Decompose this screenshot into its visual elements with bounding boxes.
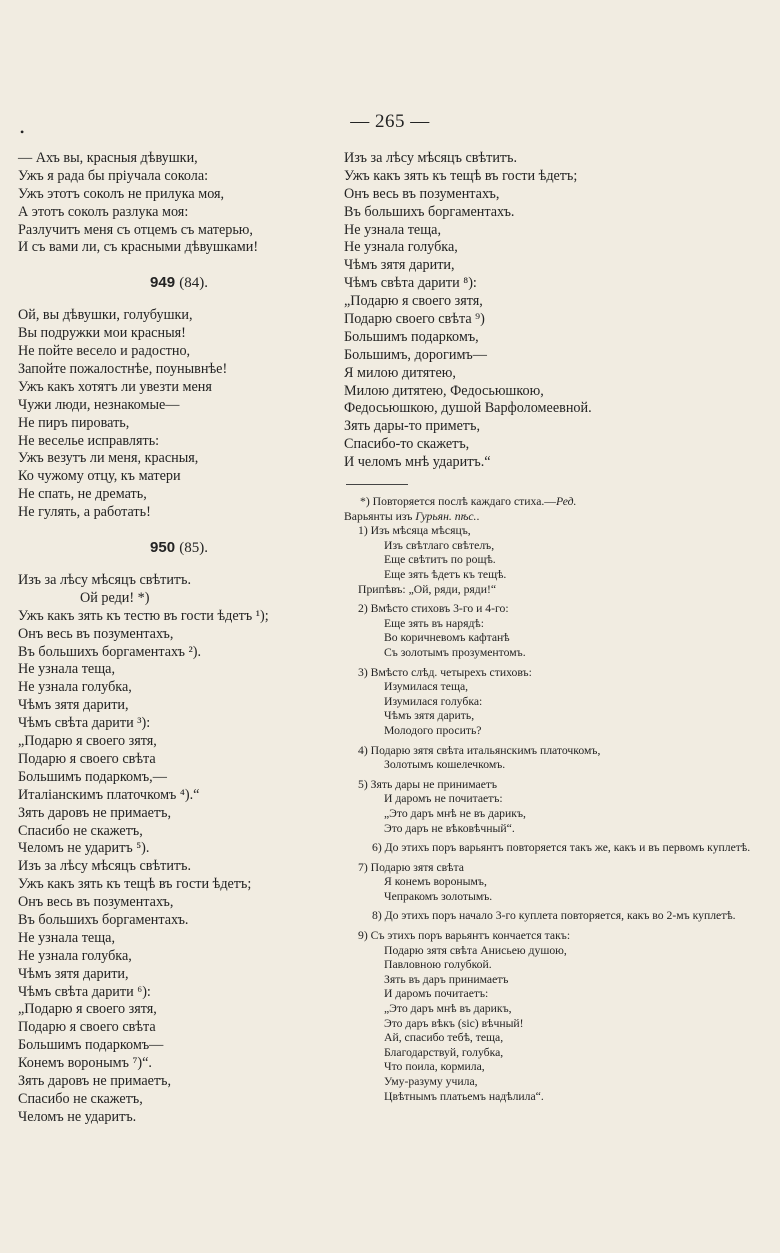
- verse-line: Изъ за лѣсу мѣсяцъ свѣтитъ.: [18, 858, 192, 875]
- verse-line: Зять даровъ не примаетъ,: [18, 1072, 172, 1089]
- verse-line: Не узнала голубка,: [344, 239, 458, 256]
- footnote-divider: [346, 484, 408, 485]
- footnote-line: Чѣмъ зятя дарить,: [384, 709, 475, 723]
- verse-line: Не пойте весело и радостно,: [18, 343, 191, 360]
- song-949-text: [18, 307, 340, 522]
- song-950-text: [18, 572, 340, 1127]
- verse-line: Ужъ какъ зять къ тещѣ въ гости ѣдетъ;: [344, 167, 578, 184]
- verse-line: Подарю я своего свѣта: [18, 1019, 156, 1036]
- verse-line: Зять даровъ не примаетъ,: [18, 804, 172, 821]
- verse-line: Чѣмъ зятя дарити,: [18, 697, 129, 714]
- verse-line: „Подарю я своего зятя,: [18, 733, 157, 750]
- verse-line: Челомъ не ударитъ ⁵).: [18, 840, 150, 857]
- footnote-line: Что поила, кормила,: [384, 1060, 485, 1074]
- footnote-line: Еще свѣтитъ по рощѣ.: [384, 553, 496, 567]
- verse-line: А этотъ соколъ разлука моя:: [18, 203, 189, 220]
- song-number: 950: [150, 539, 176, 557]
- left-column: [18, 150, 340, 1127]
- verse-line: Не узнала голубка,: [18, 679, 132, 696]
- verse-line: Чѣмъ свѣта дарити ³):: [18, 715, 151, 732]
- verse-line: Зять дары-то приметъ,: [344, 418, 481, 435]
- verse-line: Милою дитятею, Федосьюшкою,: [344, 382, 544, 399]
- verse-line: Изъ за лѣсу мѣсяцъ свѣтитъ.: [18, 572, 192, 589]
- verse-line: Спасибо не скажетъ,: [18, 822, 143, 839]
- footnote-line: „Это даръ мнѣ не въ дарикъ,: [384, 806, 526, 820]
- footnote-line: Я конемъ воронымъ,: [384, 875, 487, 889]
- stray-mark: •: [20, 125, 25, 139]
- song-number: 949: [150, 274, 176, 292]
- verse-line: Не узнала голубка,: [18, 947, 132, 964]
- verse-line: „Подарю я своего зятя,: [18, 1001, 157, 1018]
- footnote-line: Еще зять ѣдетъ къ тещѣ.: [384, 568, 507, 581]
- footnote-line: Благодарствуй, голубка,: [384, 1045, 504, 1059]
- verse-line: Большимъ подаркомъ—: [18, 1037, 164, 1054]
- footnote-line: „Это даръ мнѣ въ дарикъ,: [384, 1002, 512, 1016]
- verse-line: Италіанскимъ платочкомъ ⁴).“: [18, 786, 200, 803]
- verse-line: И съ вами ли, съ красными дѣвушками!: [18, 239, 259, 256]
- verse-line: Подарю я своего свѣта: [18, 750, 156, 767]
- right-column: [344, 150, 774, 1104]
- footnote-line: Это даръ не вѣковѣчный“.: [384, 821, 515, 835]
- verse-line: Ой, вы дѣвушки, голубушки,: [18, 307, 193, 324]
- footnote-8: 8) До этихъ поръ начало 3-го куплета повторяется, какъ во 2-мъ куплетѣ.: [372, 909, 736, 923]
- footnote-line: И даромъ почитаетъ:: [384, 987, 489, 1001]
- footnote-star: *) Повторяется послѣ каждаго стиха.—Ред.: [360, 495, 577, 509]
- verse-line: Большимъ, дорогимъ—: [344, 346, 487, 363]
- footnote-refrain: Припѣвъ: „Ой, ряди, ряди!“: [358, 582, 497, 596]
- verse-line: Ужъ везутъ ли меня, красныя,: [18, 450, 199, 467]
- verse-line: Ко чужому отцу, къ матери: [18, 468, 181, 485]
- verse-line: Ужъ какъ хотятъ ли увезти меня: [18, 378, 212, 395]
- footnote-7: 7) Подарю зятя свѣта: [358, 860, 464, 874]
- footnote-line: И даромъ не почитаетъ:: [384, 792, 503, 806]
- verse-line: Въ большихъ боргаментахъ.: [344, 203, 515, 220]
- footnote-9: 9) Съ этихъ поръ варьянтъ кончается такъ:: [358, 929, 571, 943]
- footnote-line: Подарю зятя свѣта Анисьею душою,: [384, 943, 567, 957]
- footnote-line: Цвѣтнымъ платьемъ надѣлила“.: [384, 1089, 544, 1103]
- song-950-continuation: [344, 150, 774, 472]
- footnote-6: 6) До этихъ поръ варьянтъ повторяется такъ же, какъ и въ первомъ куплетѣ.: [372, 841, 751, 855]
- verse-line: Онъ весь въ позументахъ,: [18, 894, 174, 911]
- verse-line: Онъ весь въ позументахъ,: [18, 625, 174, 642]
- verse-line: Спасибо не скажетъ,: [18, 1090, 143, 1107]
- verse-line: Ужъ этотъ соколъ не прилука моя,: [18, 185, 225, 202]
- verse-line: Изъ за лѣсу мѣсяцъ свѣтитъ.: [344, 150, 518, 166]
- verse-line: Не гулять, а работать!: [18, 504, 151, 521]
- verse-line: Чѣмъ зятя дарити,: [18, 965, 129, 982]
- song-subnumber: (85).: [179, 540, 208, 557]
- song-heading-950: [18, 538, 340, 558]
- footnote-line: Во коричневомъ кафтанѣ: [384, 631, 510, 645]
- footnote-line: Золотымъ кошелечкомъ.: [384, 758, 506, 772]
- footnote-line: Изумилася теща,: [384, 680, 469, 694]
- verse-line: Большимъ подаркомъ,: [344, 328, 479, 345]
- footnote-line: Павловною голубкой.: [384, 958, 492, 972]
- verse-line: Челомъ не ударитъ.: [18, 1108, 137, 1125]
- song-subnumber: (84).: [179, 275, 208, 292]
- footnote-line: Зять въ даръ принимаетъ: [384, 972, 509, 986]
- footnote-2: 2) Вмѣсто стиховъ 3-го и 4-го:: [358, 602, 509, 616]
- footnote-4: 4) Подарю зятя свѣта итальянскимъ платочкомъ,: [358, 743, 601, 757]
- footnote-line: Это даръ вѣкъ (sic) вѣчный!: [384, 1016, 524, 1030]
- footnote-line: Молодого просить?: [384, 723, 482, 737]
- verse-line: Не веселье исправлять:: [18, 432, 160, 449]
- verse-line: Я милою дитятею,: [344, 364, 456, 381]
- verse-line: Ужъ я рада бы пріучала сокола:: [18, 167, 209, 184]
- verse-line: Не узнала теща,: [18, 661, 115, 678]
- footnote-line: Еще зять въ нарядѣ:: [384, 616, 484, 630]
- verse-line: Не пиръ пировать,: [18, 414, 130, 431]
- verse-line: Не узнала теща,: [344, 221, 441, 238]
- footnote-variants-intro: Варьянты изъ Гурьян. пѣс..: [344, 509, 480, 523]
- page-number: — 265 —: [350, 111, 430, 132]
- refrain-line: Ой реди! *): [80, 589, 150, 606]
- verse-line: Подарю своего свѣта ⁹): [344, 311, 485, 328]
- footnote-line: Чепракомъ золотымъ.: [384, 889, 493, 903]
- verse-line: Не узнала теща,: [18, 929, 115, 946]
- verse-line: Чужи люди, незнакомые—: [18, 396, 180, 413]
- verse-line: Запойте пожалостнѣе, поунывнѣе!: [18, 361, 228, 378]
- footnote-3: 3) Вмѣсто слѣд. четырехъ стиховъ:: [358, 665, 532, 679]
- footnote-5: 5) Зять дары не принимаетъ: [358, 777, 498, 791]
- verse-line: Разлучитъ меня съ отцемъ съ матерью,: [18, 221, 253, 238]
- footnote-line: Изумилася голубка:: [384, 694, 483, 708]
- verse-line: Чѣмъ свѣта дарити ⁸):: [344, 275, 477, 292]
- footnote-1: 1) Изъ мѣсяца мѣсяцъ,: [358, 524, 471, 538]
- footnote-line: Уму-разуму учила,: [384, 1075, 478, 1088]
- verse-line: „Подарю я своего зятя,: [344, 293, 483, 310]
- verse-line: Конемъ воронымъ ⁷)“.: [18, 1055, 152, 1072]
- song-heading-949: [18, 273, 340, 293]
- intro-stanza: [18, 150, 340, 257]
- verse-line: Федосьюшкою, душой Варфоломеевной.: [344, 400, 592, 417]
- footnote-line: Съ золотымъ прозументомъ.: [384, 645, 526, 659]
- verse-line: Большимъ подаркомъ,—: [18, 768, 167, 785]
- verse-line: Онъ весь въ позументахъ,: [344, 185, 500, 202]
- verse-line: Спасибо-то скажетъ,: [344, 436, 470, 453]
- footnote-line: Ай, спасибо тебѣ, теща,: [384, 1031, 504, 1045]
- verse-line: — Ахъ вы, красныя дѣвушки,: [18, 150, 198, 166]
- footnotes: [344, 495, 774, 1104]
- verse-line: Чѣмъ зятя дарити,: [344, 257, 455, 274]
- verse-line: Вы подружки мои красныя!: [18, 325, 186, 342]
- verse-line: Ужъ какъ зять къ тестю въ гости ѣдетъ ¹);: [18, 607, 269, 624]
- footnote-line: Изъ свѣтлаго свѣтелъ,: [384, 538, 495, 552]
- verse-line: Не спать, не дремать,: [18, 486, 147, 503]
- verse-line: Чѣмъ свѣта дарити ⁶):: [18, 983, 151, 1000]
- verse-line: И челомъ мнѣ ударитъ.“: [344, 454, 491, 471]
- verse-line: Ужъ какъ зять къ тещѣ въ гости ѣдетъ;: [18, 876, 252, 893]
- verse-line: Въ большихъ боргаментахъ ²).: [18, 643, 201, 660]
- verse-line: Въ большихъ боргаментахъ.: [18, 911, 189, 928]
